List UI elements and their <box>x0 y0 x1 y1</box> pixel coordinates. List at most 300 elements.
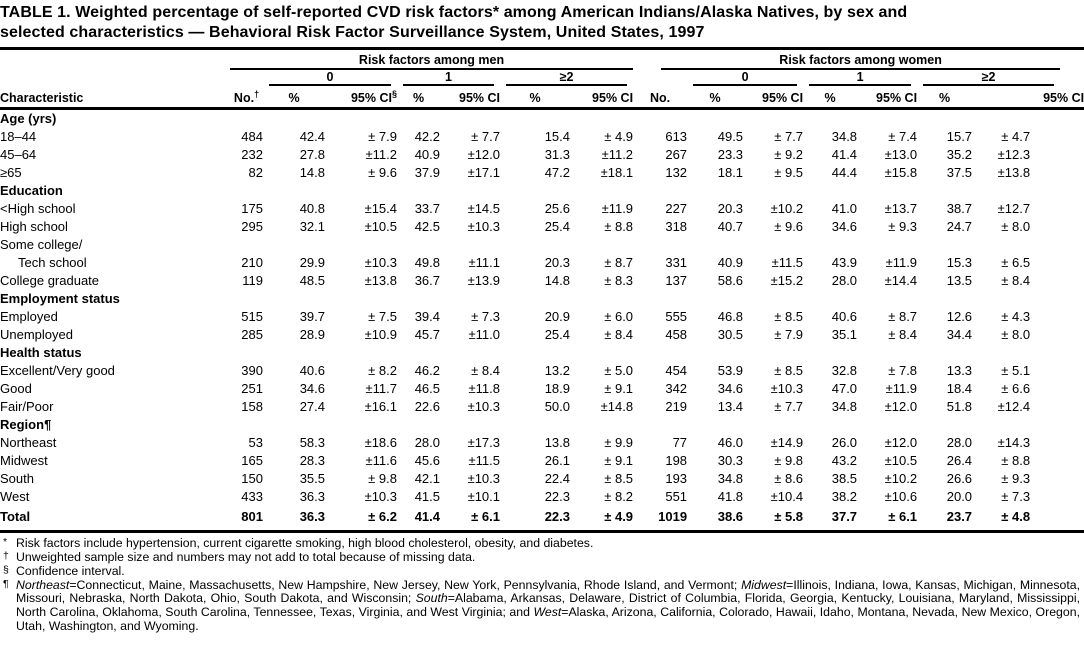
cell: ± 6.2 <box>325 506 397 532</box>
cell: ±11.1 <box>468 255 500 271</box>
cell: ±12.4 <box>997 399 1031 415</box>
men-group-label: Risk factors among men <box>230 50 633 70</box>
cell: ±11.5 <box>771 255 804 271</box>
cell: ± 4.9 <box>570 506 633 532</box>
cell: ± 8.7 <box>888 309 918 325</box>
cell: 53.9 <box>717 363 744 379</box>
cell: ± 7.7 <box>774 129 804 145</box>
section-label: Health status <box>0 345 82 361</box>
women-pct0-header: % <box>687 86 743 109</box>
cell: ± 5.0 <box>604 363 634 379</box>
row-label <box>0 326 230 344</box>
cell: 267 <box>665 147 688 163</box>
table-row <box>0 128 1084 146</box>
table-title <box>0 0 1084 47</box>
cell: ± 8.8 <box>1001 453 1031 469</box>
cell: 15.3 <box>946 255 973 271</box>
cell: 20.0 <box>946 489 973 505</box>
cell: 41.8 <box>717 489 744 505</box>
cell: 34.8 <box>831 129 858 145</box>
cell: 49.5 <box>717 129 744 145</box>
cell: 38.2 <box>831 489 858 505</box>
cell: ± 6.1 <box>440 506 500 532</box>
cell: ±11.6 <box>365 453 397 469</box>
row-label <box>0 398 230 416</box>
cell: ±11.9 <box>885 381 918 397</box>
row-label <box>0 452 230 470</box>
cell: 26.1 <box>544 453 570 469</box>
men-no-header: No.† <box>230 86 263 109</box>
cell: ±17.1 <box>467 165 500 181</box>
footnote-text: =Illinois, Indiana, Iowa, Kansas, Michigan, Minnesota, Missouri, Nebraska, North Dakota, Ohio, South Dakota, and Wisconsin; <box>16 577 1081 606</box>
table-row <box>0 308 1084 326</box>
women-ci0-header: 95% CI <box>743 86 803 109</box>
table-body <box>0 109 1084 532</box>
cell: 232 <box>241 147 263 163</box>
cell: 35.1 <box>831 327 858 343</box>
cell: ±14.8 <box>600 399 634 415</box>
table-row <box>0 434 1084 452</box>
table-header <box>0 49 1084 109</box>
cell: 42.1 <box>414 471 440 487</box>
cell: ±14.4 <box>884 273 918 289</box>
cell: ±10.9 <box>364 327 397 343</box>
cell: 158 <box>241 399 263 415</box>
section-row <box>0 182 1084 200</box>
cell: 15.7 <box>946 129 973 145</box>
cell: 34.6 <box>717 381 744 397</box>
cell: 30.5 <box>717 327 744 343</box>
row-label-line: Tech school <box>18 255 87 271</box>
row-label-line: <High school <box>0 201 76 217</box>
cell: 454 <box>665 363 688 379</box>
men-ci1-header: 95% CI <box>440 86 500 109</box>
cell: ±13.8 <box>997 165 1031 181</box>
group-header-row <box>0 49 1084 71</box>
cell: ± 8.4 <box>604 327 634 343</box>
cell: 219 <box>665 399 688 415</box>
cell: ±14.5 <box>467 201 500 217</box>
cell: ± 8.5 <box>604 471 634 487</box>
footnote-marker: § <box>3 563 9 576</box>
cell: ± 9.3 <box>888 219 918 235</box>
row-label <box>0 470 230 488</box>
section-label: Employment status <box>0 291 120 307</box>
cell: ± 5.1 <box>1001 363 1031 379</box>
footnotes <box>0 533 1084 636</box>
row-label <box>0 308 230 326</box>
cell: 47.2 <box>544 165 570 181</box>
footnote-text: =Connecticut, Maine, Massachusetts, New Hampshire, New Jersey, New York, Pennsylvania, Rhode Island, and Vermont; <box>69 577 742 592</box>
cell: 801 <box>230 506 263 532</box>
cell: ± 8.8 <box>604 219 634 235</box>
table-row <box>0 218 1084 236</box>
cell: ± 8.4 <box>1001 273 1031 289</box>
cell: 210 <box>241 255 263 271</box>
men-subgroup-1: 1 <box>397 70 500 86</box>
cell: 39.7 <box>299 309 325 325</box>
cell: ± 7.4 <box>888 129 918 145</box>
row-label-line: Excellent/Very good <box>0 363 115 379</box>
cell: 22.3 <box>500 506 570 532</box>
cell: ± 6.1 <box>857 506 917 532</box>
footnote <box>2 537 1080 551</box>
row-label <box>0 434 230 452</box>
cell: 35.2 <box>946 147 973 163</box>
cell: 48.5 <box>299 273 325 289</box>
cell: 38.5 <box>831 471 858 487</box>
cell: 36.7 <box>414 273 440 289</box>
cell: 390 <box>241 363 263 379</box>
women-pct2-header: % <box>917 86 972 109</box>
cell: 38.7 <box>946 201 973 217</box>
cell: ± 9.8 <box>774 453 804 469</box>
row-label <box>0 362 230 380</box>
row-label <box>0 272 230 290</box>
cell: 43.2 <box>831 453 858 469</box>
cell: 33.7 <box>414 201 440 217</box>
cell: ±10.3 <box>467 471 500 487</box>
table-row <box>0 398 1084 416</box>
cell: 41.5 <box>414 489 440 505</box>
cell: 32.1 <box>299 219 325 235</box>
cell: ± 9.2 <box>774 147 804 163</box>
cell: 27.4 <box>299 399 325 415</box>
cell: 295 <box>241 219 263 235</box>
data-table <box>0 47 1084 533</box>
column-header-row <box>0 86 1084 109</box>
cell: 39.4 <box>414 309 440 325</box>
row-label <box>0 128 230 146</box>
footnote-text: Risk factors include hypertension, current cigarette smoking, high blood cholesterol, obesity, and diabetes. <box>16 536 594 551</box>
women-ci1-header: 95% CI <box>857 86 917 109</box>
women-no-header: No. <box>633 86 687 109</box>
table-row <box>0 452 1084 470</box>
row-label <box>0 380 230 398</box>
cell: 58.3 <box>299 435 325 451</box>
cell: ± 4.3 <box>1001 309 1031 325</box>
cell: ±11.2 <box>601 147 634 163</box>
row-label-line: 18–44 <box>0 129 37 145</box>
men-subgroup-2plus: ≥2 <box>500 70 633 86</box>
cell: 165 <box>241 453 263 469</box>
cell: 77 <box>672 435 688 451</box>
cell: ±10.3 <box>364 255 397 271</box>
cell: ±18.1 <box>600 165 634 181</box>
section-label: Education <box>0 183 63 199</box>
footnote-text: =Alabama, Arkansas, Delaware, District of Columbia, Florida, Georgia, Kentucky, Louisiana, Maryland, Mississippi, North Carolina, Oklahoma, South Carolina, Tennessee, Texas, Virginia, and West Virginia; and <box>16 591 1080 620</box>
cell: 53 <box>248 435 263 451</box>
cell: 34.8 <box>717 471 744 487</box>
men-group-header <box>230 49 633 71</box>
cell: 458 <box>665 327 688 343</box>
cell: 18.4 <box>946 381 973 397</box>
cell: 13.2 <box>544 363 570 379</box>
cell: ± 6.6 <box>1001 381 1031 397</box>
cell: 175 <box>241 201 263 217</box>
cell: 46.2 <box>414 363 440 379</box>
cell: 34.6 <box>831 219 858 235</box>
cell: 26.0 <box>831 435 858 451</box>
row-label-line: South <box>0 471 34 487</box>
cell: 13.5 <box>946 273 973 289</box>
row-label-line: Unemployed <box>0 327 73 343</box>
characteristic-header: Characteristic <box>0 86 230 109</box>
cell: 40.6 <box>299 363 325 379</box>
cell: ± 8.4 <box>888 327 918 343</box>
pilcrow-marker: ¶ <box>44 417 52 433</box>
cell: 44.4 <box>831 165 858 181</box>
cell: ± 6.0 <box>604 309 634 325</box>
women-subgroup-1: 1 <box>803 70 917 86</box>
cell: ± 9.3 <box>1001 471 1031 487</box>
cell: ± 9.6 <box>368 165 397 181</box>
footnote-marker: * <box>3 536 8 549</box>
row-label-line: 45–64 <box>0 147 37 163</box>
row-label <box>0 164 230 182</box>
cell: 1019 <box>633 506 687 532</box>
row-label-line: Good <box>0 381 32 397</box>
cell: 23.3 <box>717 147 744 163</box>
cell: 46.0 <box>717 435 744 451</box>
cell: 227 <box>665 201 688 217</box>
men-pct1-header: % <box>397 86 440 109</box>
section-row <box>0 416 1084 434</box>
cell: ±13.7 <box>884 201 918 217</box>
cell: 45.7 <box>414 327 440 343</box>
cell: ±12.7 <box>997 201 1031 217</box>
cell: ± 5.8 <box>743 506 803 532</box>
cell: 24.7 <box>946 219 973 235</box>
cell: 36.3 <box>263 506 325 532</box>
cell: 49.8 <box>414 255 440 271</box>
cell: 25.4 <box>544 327 570 343</box>
cell: 28.3 <box>299 453 325 469</box>
cell: 41.0 <box>831 201 858 217</box>
dagger-marker: † <box>254 89 260 99</box>
women-ci2-header: 95% CI <box>972 86 1084 109</box>
cell: 318 <box>665 219 688 235</box>
cell: 32.8 <box>831 363 858 379</box>
cell: 251 <box>241 381 263 397</box>
cell: ±10.1 <box>467 489 500 505</box>
cell: 40.9 <box>414 147 440 163</box>
cell: 28.0 <box>946 435 973 451</box>
row-label-line: High school <box>0 219 68 235</box>
cell: ± 4.9 <box>604 129 634 145</box>
cell: ±14.9 <box>770 435 804 451</box>
cell: 555 <box>665 309 688 325</box>
cell: ± 7.8 <box>888 363 918 379</box>
cell: 29.9 <box>299 255 325 271</box>
cell: ±13.8 <box>364 273 397 289</box>
cell: 25.4 <box>544 219 570 235</box>
table-row <box>0 470 1084 488</box>
cell: 331 <box>665 255 688 271</box>
cell: ±13.9 <box>467 273 500 289</box>
footnote-text: =Alaska, Arizona, California, Colorado, Hawaii, Idaho, Montana, Nevada, New Mexico, Oregon, Utah, Washington, and Wyoming. <box>16 605 1080 633</box>
cell: ± 4.8 <box>972 506 1084 532</box>
table-row <box>0 200 1084 218</box>
cell: ± 8.7 <box>604 255 634 271</box>
spacer-cell <box>0 70 230 86</box>
cell: 58.6 <box>717 273 744 289</box>
cell: 20.9 <box>544 309 570 325</box>
total-row <box>0 506 1084 532</box>
cell: ±15.2 <box>770 273 804 289</box>
cell: 14.8 <box>299 165 325 181</box>
total-label: Total <box>0 506 230 532</box>
footnote-text: Confidence interval. <box>16 563 125 578</box>
cell: ± 9.6 <box>774 219 804 235</box>
cell: ±10.2 <box>884 471 918 487</box>
footnote <box>2 551 1080 565</box>
cell: ±10.2 <box>770 201 804 217</box>
cell: 13.8 <box>544 435 570 451</box>
cell: 433 <box>241 489 263 505</box>
cell: ± 9.1 <box>604 381 634 397</box>
cell: ±15.8 <box>884 165 918 181</box>
cell: 18.1 <box>717 165 744 181</box>
cell: ± 7.5 <box>368 309 397 325</box>
row-label-line: ≥65 <box>0 165 22 181</box>
cell: 82 <box>248 165 263 181</box>
cell: ± 7.3 <box>1001 489 1031 505</box>
row-label-line: College graduate <box>0 273 100 289</box>
footnote-text: South <box>415 591 448 606</box>
cell: 34.8 <box>831 399 858 415</box>
cell: 484 <box>241 129 263 145</box>
section-label: Region¶ <box>0 417 52 433</box>
table-row <box>0 272 1084 290</box>
cell: 18.9 <box>544 381 570 397</box>
cell: ±17.3 <box>467 435 500 451</box>
table-title-line2: selected characteristics — Behavioral Risk Factor Surveillance System, United States, 1997 <box>0 24 705 41</box>
cell: ± 7.3 <box>471 309 500 325</box>
cell: ±11.0 <box>468 327 500 343</box>
cell: ± 8.5 <box>774 363 804 379</box>
cell: 46.5 <box>414 381 440 397</box>
footnote-text: West <box>533 605 562 620</box>
cell: 42.2 <box>414 129 440 145</box>
cell: 150 <box>241 471 263 487</box>
cell: 25.6 <box>544 201 570 217</box>
cell: 31.3 <box>544 147 570 163</box>
table-row <box>0 164 1084 182</box>
cell: 12.6 <box>946 309 973 325</box>
cell: ±16.1 <box>364 399 397 415</box>
cell: ± 9.9 <box>604 435 634 451</box>
row-label <box>0 218 230 236</box>
footnote-text: Unweighted sample size and numbers may not add to total because of missing data. <box>16 549 476 564</box>
footnote-marker: ¶ <box>3 577 9 590</box>
section-label: Age (yrs) <box>0 111 57 127</box>
row-label <box>0 236 230 272</box>
cell: ± 8.6 <box>774 471 804 487</box>
cell: ±12.0 <box>884 435 918 451</box>
cell: 47.0 <box>831 381 858 397</box>
footnote-text: Northeast <box>16 577 70 592</box>
cell: ±14.3 <box>997 435 1031 451</box>
section-row <box>0 344 1084 362</box>
cell: 38.6 <box>687 506 743 532</box>
row-label <box>0 200 230 218</box>
cell: ±10.5 <box>884 453 918 469</box>
cell: ±15.4 <box>364 201 397 217</box>
cell: 137 <box>665 273 688 289</box>
row-label-line: Northeast <box>0 435 57 451</box>
cell: ±10.3 <box>467 219 500 235</box>
cell: 35.5 <box>299 471 325 487</box>
cell: ±11.8 <box>468 381 500 397</box>
table-row <box>0 236 1084 272</box>
cell: ± 8.0 <box>1001 327 1031 343</box>
cell: 285 <box>241 327 263 343</box>
cell: ±11.9 <box>601 201 634 217</box>
cell: 15.4 <box>544 129 570 145</box>
women-pct1-header: % <box>803 86 857 109</box>
spacer-cell <box>230 70 263 86</box>
cell: 30.3 <box>717 453 744 469</box>
cell: 43.9 <box>831 255 858 271</box>
cell: 20.3 <box>544 255 570 271</box>
cell: 551 <box>665 489 688 505</box>
cell: ±12.3 <box>997 147 1031 163</box>
cell: 26.4 <box>946 453 973 469</box>
men-pct0-header: % <box>263 86 325 109</box>
men-ci2-header: 95% CI <box>570 86 633 109</box>
cell: ±11.2 <box>365 147 397 163</box>
row-label-line: Employed <box>0 309 58 325</box>
cell: 37.7 <box>803 506 857 532</box>
cell: 342 <box>665 381 688 397</box>
cell: 50.0 <box>544 399 570 415</box>
row-label <box>0 146 230 164</box>
cell: 40.6 <box>831 309 858 325</box>
cell: ± 7.7 <box>774 399 804 415</box>
table-row <box>0 362 1084 380</box>
table-row <box>0 146 1084 164</box>
cell: ± 7.9 <box>368 129 397 145</box>
cell: 22.3 <box>544 489 570 505</box>
cell: 41.4 <box>397 506 440 532</box>
cell: 34.6 <box>299 381 325 397</box>
section-row <box>0 290 1084 308</box>
row-label-line: Some college/ <box>0 237 83 253</box>
footnote <box>2 579 1080 634</box>
cell: ± 4.7 <box>1001 129 1031 145</box>
cell: 132 <box>665 165 688 181</box>
cell: 45.6 <box>414 453 440 469</box>
cell: ±11.5 <box>468 453 500 469</box>
cell: ±10.3 <box>364 489 397 505</box>
cell: 28.0 <box>831 273 858 289</box>
table-row <box>0 488 1084 506</box>
cell: ± 8.3 <box>604 273 634 289</box>
cell: ±11.7 <box>365 381 397 397</box>
cell: 193 <box>665 471 688 487</box>
cell: 13.4 <box>717 399 744 415</box>
spacer-cell <box>0 49 230 71</box>
cell: ± 6.5 <box>1001 255 1031 271</box>
cell: 26.6 <box>946 471 973 487</box>
cell: 36.3 <box>299 489 325 505</box>
cell: 198 <box>665 453 688 469</box>
cell: ± 8.2 <box>368 363 397 379</box>
cell: 515 <box>241 309 263 325</box>
cell: ±10.4 <box>770 489 804 505</box>
cell: ±12.0 <box>467 147 500 163</box>
